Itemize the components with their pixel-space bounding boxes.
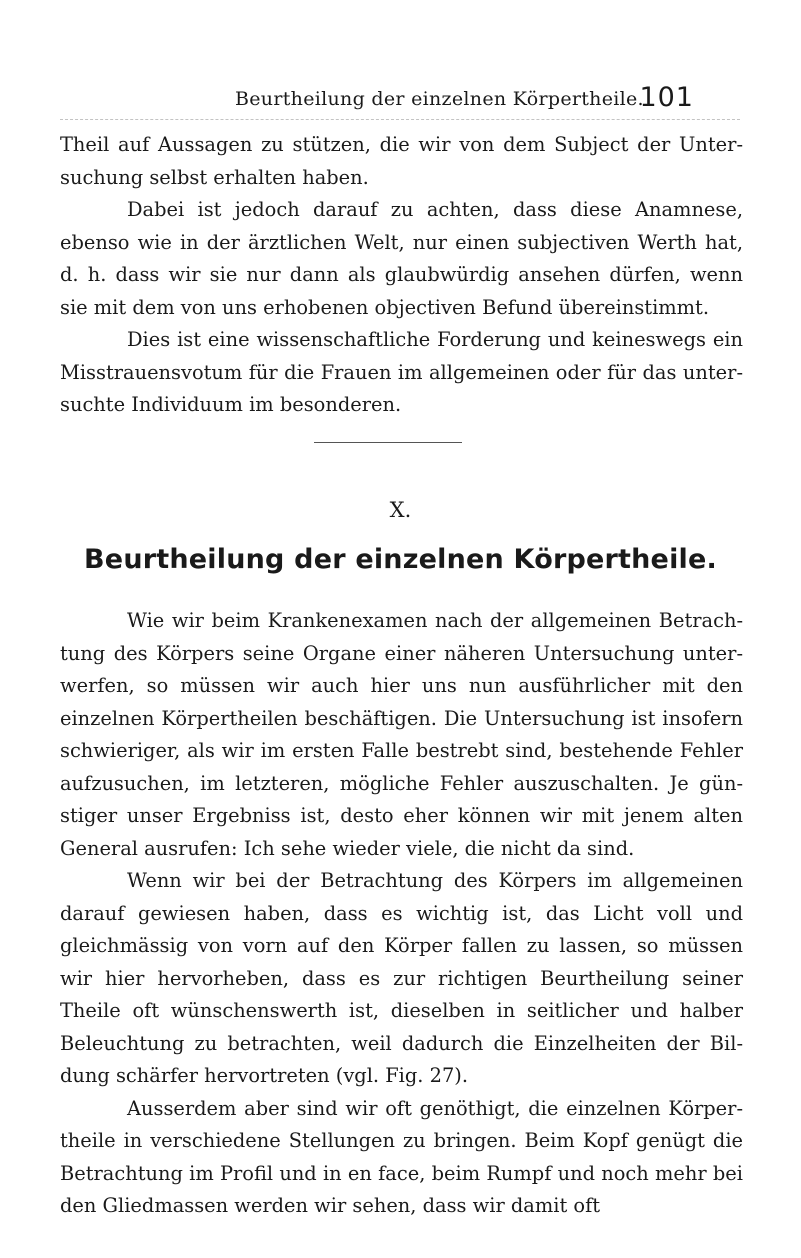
paragraph: Wie wir beim Krankenexamen nach der allgemeinen Betrachtung des Körpers seine Organe einer näheren Untersuchung unterwerfen, so müssen wir auch hier uns nun ausführlicher mit den einzelnen Körpertheilen beschäftigen. Die Untersuchung ist insofern schwieriger, als wir im ersten Falle bestrebt sind, bestehende Fehler aufzusuchen, im letzteren, mögliche Fehler auszuschalten. Je günstiger unser Ergebniss ist, desto eher können wir mit jenem alten General ausrufen: Ich sehe wieder viele, die nicht da sind. (60, 609, 743, 860)
paragraph: Dies ist eine wissenschaftliche Forderung und keineswegs ein Misstrauensvotum für die Frauen im allgemeinen oder für das untersuchte Individuum im besonderen. (60, 328, 743, 416)
header-rule (60, 115, 740, 120)
paragraph: Dabei ist jedoch darauf zu achten, dass diese Anamnese, ebenso wie in der ärztlichen Welt, nur einen subjectiven Werth hat, d. h. dass wir sie nur dann als glaubwürdig ansehen dürfen, wenn sie mit dem von uns erhobenen objectiven Befund übereinstimmt. (60, 198, 743, 319)
text-block-bottom (60, 605, 743, 1223)
section-number: X. (389, 498, 412, 522)
paragraph-continuation: Theil auf Aussagen zu stützen, die wir von dem Subject der Untersuchung selbst erhalten haben. (60, 133, 743, 189)
section-separator-rule (314, 442, 462, 443)
text-block-top (60, 129, 743, 422)
running-title: Beurtheilung der einzelnen Körpertheile. (235, 88, 644, 110)
paragraph: Wenn wir bei der Betrachtung des Körpers im allgemeinen darauf gewiesen haben, dass es wichtig ist, das Licht voll und gleichmässig von vorn auf den Körper fallen zu lassen, so müssen wir hier hervorheben, dass es zur richtigen Beurtheilung seiner Theile oft wünschenswerth ist, dieselben in seitlicher und halber Beleuchtung zu betrachten, weil dadurch die Einzelheiten der Bildung schärfer hervortreten (vgl. Fig. 27). (60, 869, 743, 1087)
page-number: 101 (639, 82, 694, 113)
paragraph: Ausserdem aber sind wir oft genöthigt, die einzelnen Körpertheile in verschiedene Stellungen zu bringen. Beim Kopf genügt die Betrachtung im Profil und in en face, beim Rumpf und noch mehr bei den Gliedmassen werden wir sehen, dass wir damit oft (60, 1096, 743, 1217)
section-heading: Beurtheilung der einzelnen Körpertheile. (84, 544, 717, 575)
